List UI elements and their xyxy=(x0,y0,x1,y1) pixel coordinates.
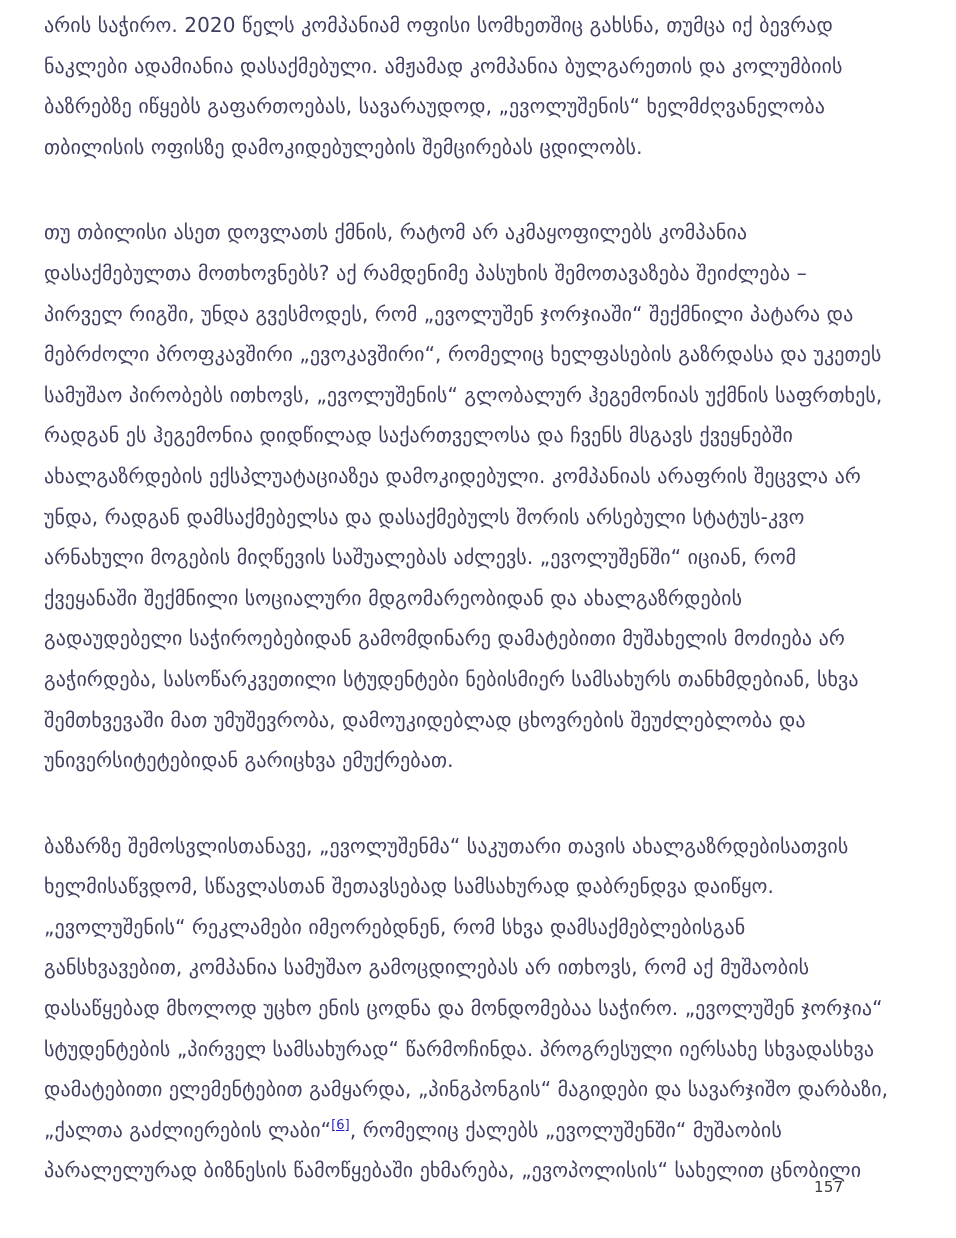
text-line xyxy=(44,5,920,46)
footnote-6-link[interactable]: [6] xyxy=(331,1118,350,1134)
page-text xyxy=(44,5,920,1191)
text-run: განსხვავებით, კომპანია სამუშაო გამოცდილებას არ ითხოვს, რომ აქ მუშაობის xyxy=(44,955,810,980)
text-run: გადაუდებელი საჭიროებებიდან გამომდინარე დამატებითი მუშახელის მოძიება არ xyxy=(44,626,845,651)
text-run: ნაკლები ადამიანია დასაქმებული. ამჟამად კომპანია ბულგარეთის და კოლუმბიის xyxy=(44,53,843,78)
text-line xyxy=(44,46,920,87)
text-run: „ევოლუშენის“ რეკლამები იმეორებდნენ, რომ სხვა დამსაქმებლებისგან xyxy=(44,914,746,939)
paragraph xyxy=(44,826,920,1191)
text-line xyxy=(44,456,920,497)
text-run: ქვეყანაში შექმნილი სოციალური მდგომარეობიდან და ახალგაზრდების xyxy=(44,585,743,610)
text-line xyxy=(44,415,920,456)
text-line xyxy=(44,578,920,619)
text-run: თუ თბილისი ასეთ დოვლათს ქმნის, რატომ არ აკმაყოფილებს კომპანია xyxy=(44,220,748,245)
text-line xyxy=(44,212,920,253)
text-run: სამუშაო პირობებს ითხოვს, „ევოლუშენის“ გლობალურ ჰეგემონიას უქმნის საფრთხეს, xyxy=(44,382,883,407)
text-line xyxy=(44,497,920,538)
text-line xyxy=(44,253,920,294)
text-run: ბაზრებზე იწყებს გაფართოებას, სავარაუდოდ, „ევოლუშენის“ ხელმძღვანელობა xyxy=(44,94,826,119)
paragraph xyxy=(44,212,920,780)
text-line xyxy=(44,537,920,578)
text-run: ბაზარზე შემოსვლისთანავე, „ევოლუშენმა“ საკუთარი თავის ახალგაზრდებისათვის xyxy=(44,833,849,858)
text-line xyxy=(44,294,920,335)
text-line xyxy=(44,907,920,948)
page-number: 157 xyxy=(814,1178,844,1196)
text-run: ხელმისაწვდომ, სწავლასთან შეთავსებად სამსახურად დაბრენდვა დაიწყო. xyxy=(44,874,774,899)
text-line xyxy=(44,1029,920,1070)
text-line xyxy=(44,988,920,1029)
text-run: გაჭირდება, სასოწარკვეთილი სტუდენტები ნებისმიერ სამსახურს თანხმდებიან, სხვა xyxy=(44,666,859,691)
text-line xyxy=(44,1110,920,1151)
text-run: პირველ რიგში, უნდა გვესმოდეს, რომ „ევოლუშენ ჯორჯიაში“ შექმნილი პატარა და xyxy=(44,301,854,326)
text-run: შემთხვევაში მათ უმუშევრობა, დამოუკიდებლად ცხოვრების შეუძლებლობა და xyxy=(44,707,806,732)
text-line xyxy=(44,659,920,700)
text-line xyxy=(44,127,920,168)
text-line xyxy=(44,1069,920,1110)
text-line xyxy=(44,375,920,416)
text-run: ახალგაზრდების ექსპლუატაციაზეა დამოკიდებული. კომპანიას არაფრის შეცვლა არ xyxy=(44,463,861,488)
text-run: დასაქმებულთა მოთხოვნებს? აქ რამდენიმე პასუხის შემოთავაზება შეიძლება – xyxy=(44,260,807,285)
text-line xyxy=(44,334,920,375)
text-run: თბილისის ოფისზე დამოკიდებულების შემცირებას ცდილობს. xyxy=(44,134,643,159)
text-run: არნახული მოგების მიღწევის საშუალებას აძლევს. „ევოლუშენში“ იციან, რომ xyxy=(44,545,797,570)
text-run: უნივერსიტეტებიდან გარიცხვა ემუქრებათ. xyxy=(44,748,454,773)
text-run: მებრძოლი პროფკავშირი „ევოკავშირი“, რომელიც ხელფასების გაზრდასა და უკეთეს xyxy=(44,342,882,367)
text-line xyxy=(44,86,920,127)
text-line xyxy=(44,618,920,659)
text-run: , რომელიც ქალებს „ევოლუშენში“ მუშაობის xyxy=(349,1117,782,1142)
text-run: „ქალთა გაძლიერების ლაბი“ xyxy=(44,1117,332,1142)
text-line xyxy=(44,866,920,907)
text-line xyxy=(44,826,920,867)
text-run: უნდა, რადგან დამსაქმებელსა და დასაქმებულს შორის არსებული სტატუს-კვო xyxy=(44,504,805,529)
paragraph xyxy=(44,5,920,167)
footnote-ref xyxy=(331,1114,350,1133)
text-run: არის საჭირო. 2020 წელს კომპანიამ ოფისი სომხეთშიც გახსნა, თუმცა იქ ბევრად xyxy=(44,13,833,37)
text-line xyxy=(44,700,920,741)
text-line xyxy=(44,740,920,781)
text-run: დასაწყებად მხოლოდ უცხო ენის ცოდნა და მონდომებაა საჭირო. „ევოლუშენ ჯორჯია“ xyxy=(44,996,883,1021)
text-run: სტუდენტების „პირველ სამსახურად“ წარმოჩინდა. პროგრესული იერსახე სხვადასხვა xyxy=(44,1036,875,1061)
text-line xyxy=(44,947,920,988)
text-line xyxy=(44,1150,920,1191)
text-run: რადგან ეს ჰეგემონია დიდწილად საქართველოსა და ჩვენს მსგავს ქვეყნებში xyxy=(44,423,793,448)
text-run: დამატებითი ელემენტებით გამყარდა, „პინგპონგის“ მაგიდები და სავარჯიშო დარბაზი, xyxy=(44,1077,889,1102)
text-run: პარალელურად ბიზნესის წამოწყებაში ეხმარება, „ევოპოლისის“ სახელით ცნობილი xyxy=(44,1158,862,1183)
